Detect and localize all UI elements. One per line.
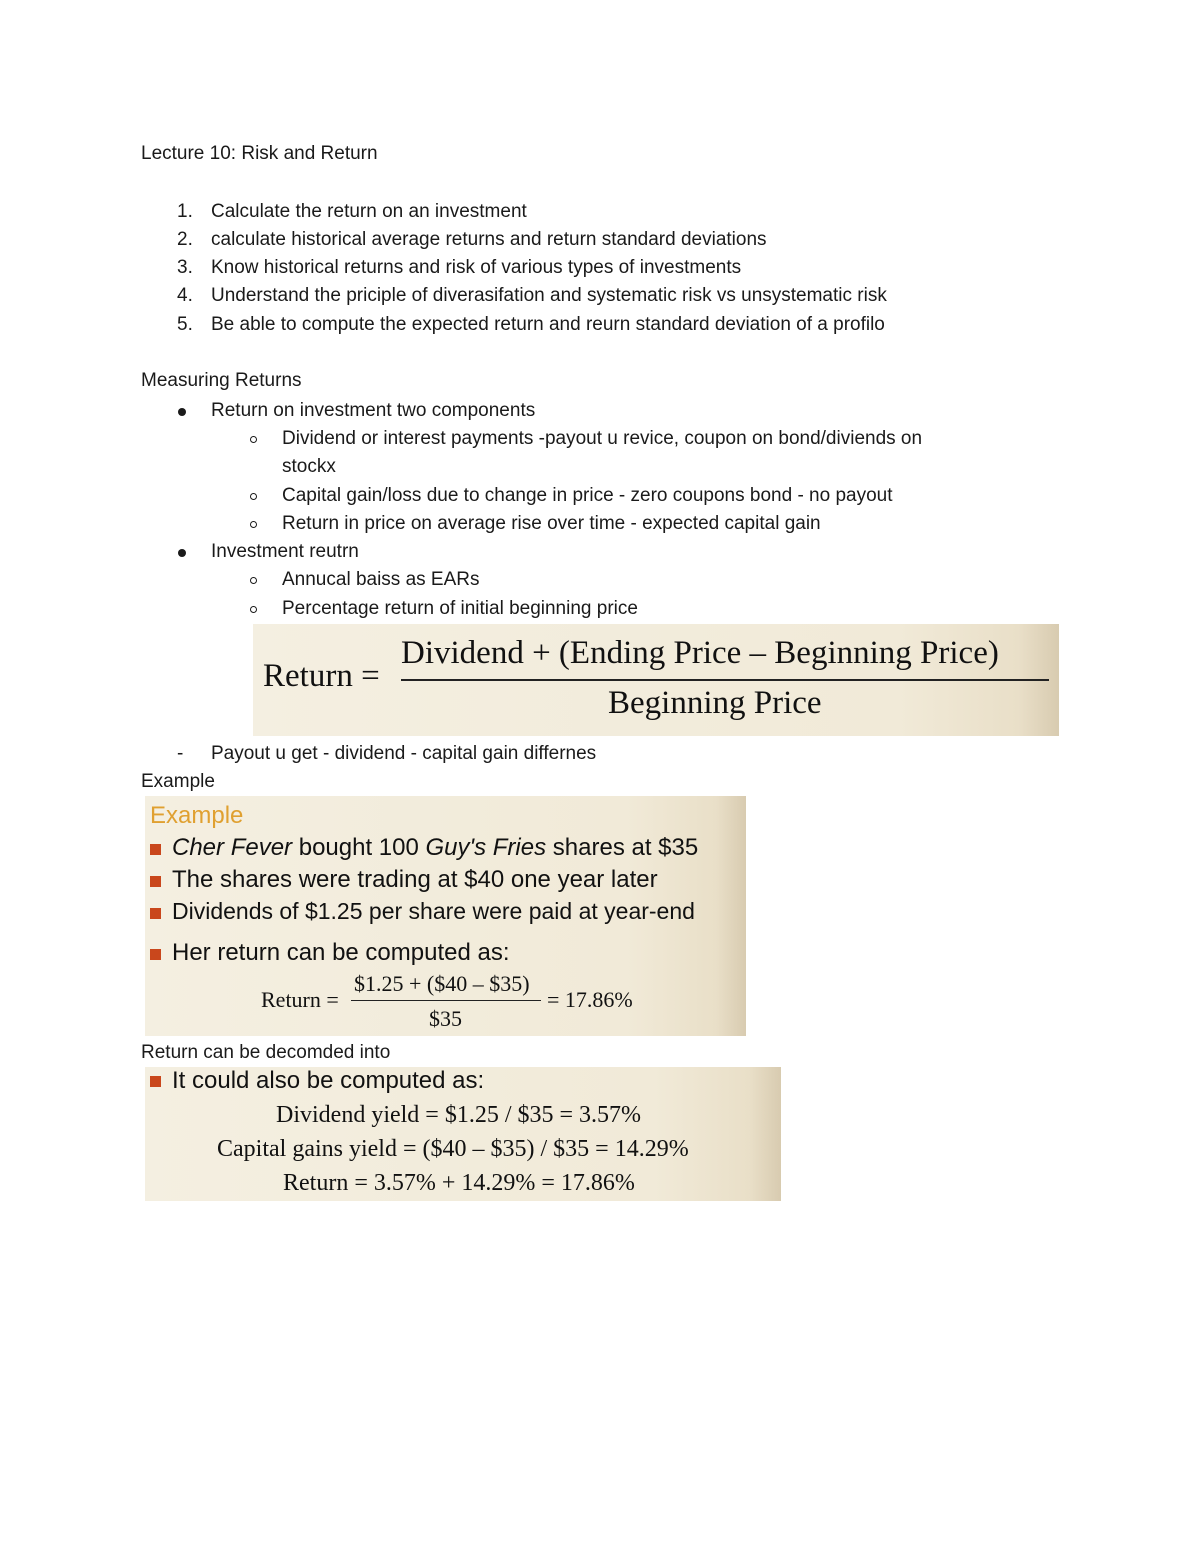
bullet-icon [178, 408, 186, 416]
bullet-icon [178, 549, 186, 557]
list-item: Capital gain/loss due to change in price - zero coupons bond - no payout [282, 485, 893, 506]
dash-marker: - [177, 743, 184, 764]
return-formula-image [253, 624, 1059, 736]
example-heading: Example [150, 802, 244, 829]
example-line: Her return can be computed as: [172, 939, 510, 966]
decomposed-slide-image [145, 1067, 781, 1201]
example-slide-image [145, 796, 746, 1036]
example-label: Example [141, 771, 215, 792]
square-bullet-icon [150, 1076, 161, 1087]
list-item: Be able to compute the expected return and reurn standard deviation of a profilo [211, 314, 885, 335]
sub-bullet-icon [250, 606, 257, 613]
decomposed-label: Return can be decomded into [141, 1042, 391, 1063]
section-heading: Measuring Returns [141, 370, 302, 391]
list-item: Investment reutrn [211, 541, 359, 562]
example-formula-result: = 17.86% [547, 987, 633, 1012]
example-line: Cher Fever bought 100 Guy's Fries shares at $35 [172, 834, 699, 861]
sub-bullet-icon [250, 521, 257, 528]
example-formula-denominator: $35 [429, 1006, 462, 1031]
sub-bullet-icon [250, 577, 257, 584]
list-number: 3. [177, 257, 193, 278]
fraction-bar [401, 679, 1049, 681]
list-item: Know historical returns and risk of various types of investments [211, 257, 742, 278]
list-item: Return on investment two components [211, 400, 536, 421]
square-bullet-icon [150, 876, 161, 887]
list-item: Understand the priciple of diverasifation and systematic risk vs unsystematic risk [211, 285, 887, 306]
list-item: Dividend or interest payments -payout u revice, coupon on bond/diviends on [282, 428, 923, 449]
formula-denominator: Beginning Price [608, 685, 822, 721]
list-item: Return in price on average rise over time - expected capital gain [282, 513, 821, 534]
page-title: Lecture 10: Risk and Return [141, 143, 378, 164]
example-formula-numerator: $1.25 + ($40 – $35) [354, 971, 530, 996]
list-number: 1. [177, 201, 193, 222]
example-line: Dividends of $1.25 per share were paid at year-end [172, 898, 695, 924]
list-number: 2. [177, 229, 193, 250]
sub-bullet-icon [250, 436, 257, 443]
decomposed-heading: It could also be computed as: [172, 1067, 485, 1094]
list-item: Annucal baiss as EARs [282, 569, 480, 590]
decomposed-line: Return = 3.57% + 14.29% = 17.86% [283, 1170, 635, 1196]
list-number: 5. [177, 314, 193, 335]
square-bullet-icon [150, 949, 161, 960]
list-item: Calculate the return on an investment [211, 201, 527, 222]
square-bullet-icon [150, 908, 161, 919]
example-formula-lhs: Return = [261, 987, 339, 1012]
fraction-bar [351, 1000, 541, 1001]
decomposed-line: Capital gains yield = ($40 – $35) / $35 = 14.29% [217, 1136, 689, 1162]
formula-lhs: Return = [263, 658, 380, 694]
list-item: Percentage return of initial beginning price [282, 598, 638, 619]
sub-bullet-icon [250, 493, 257, 500]
list-item-continuation: stockx [282, 456, 336, 477]
formula-numerator: Dividend + (Ending Price – Beginning Price) [401, 635, 999, 671]
list-item: calculate historical average returns and return standard deviations [211, 229, 767, 250]
example-line: The shares were trading at $40 one year later [172, 866, 658, 893]
square-bullet-icon [150, 844, 161, 855]
list-number: 4. [177, 285, 193, 306]
note-text: Payout u get - dividend - capital gain differnes [211, 743, 597, 764]
decomposed-line: Dividend yield = $1.25 / $35 = 3.57% [276, 1102, 642, 1128]
